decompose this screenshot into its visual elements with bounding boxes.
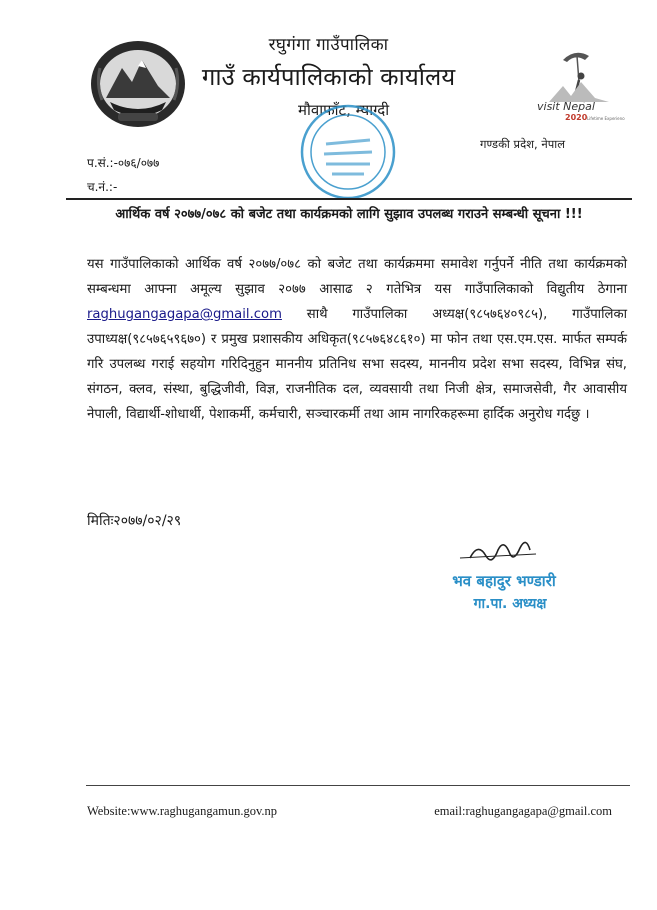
municipality-name: रघुगंगा गाउँपालिका xyxy=(268,35,389,55)
dispatch-number: च.नं.:- xyxy=(87,180,118,194)
signature-stamp-name: भव बहादुर भण्डारी xyxy=(452,572,556,590)
body-text-part1: यस गाउँपालिकाको आर्थिक वर्ष २०७७/०७८ को बजेट तथा कार्यक्रममा समावेश गर्नुपर्ने नीति तथा कार्यक्रमको सम्बन्धमा आफ्ना अमूल्य सुझाव २०७७ आसाढ २ गतेभित्र यस गाउँपालिकाको विद्युतीय ठेगाना xyxy=(87,257,627,297)
footer-website[interactable]: Website:www.raghugangamun.gov.np xyxy=(87,804,278,818)
visit-logo-tagline: Lifetime Experiences xyxy=(587,116,625,121)
office-address: मौवाफाँट, म्याग्दी xyxy=(298,101,390,119)
footer-divider xyxy=(86,785,630,786)
signature-stamp-title: गा.पा. अध्यक्ष xyxy=(473,596,547,612)
reference-number: प.सं.:-०७६/०७७ xyxy=(87,156,160,170)
notice-body xyxy=(87,252,627,427)
notice-subject: आर्थिक वर्ष २०७७/०७८ को बजेट तथा कार्यक्रमको लागि सुझाव उपलब्ध गराउने सम्बन्धी सूचना !!! xyxy=(115,207,583,222)
body-email-link[interactable]: raghugangagapa@gmail.com xyxy=(87,307,282,322)
footer-email[interactable]: email:raghugangagapa@gmail.com xyxy=(434,804,612,818)
province-text: गण्डकी प्रदेश, नेपाल xyxy=(480,137,566,151)
office-name: गाउँ कार्यपालिकाको कार्यालय xyxy=(201,63,456,91)
visit-logo-year: 2020 xyxy=(565,113,588,122)
office-stamp xyxy=(296,100,400,204)
visit-logo-brand: visit Nepal xyxy=(537,100,595,113)
header-divider xyxy=(66,198,632,200)
body-text-part2: साथै गाउँपालिका अध्यक्ष(९८५७६४०९८५), गाउँपालिका उपाध्यक्ष(९८५७६५९६७०) र प्रमुख प्रशासकीय अधिकृत(९८५७६४८६१०) मा फोन तथा एस.एम.एस. मार्फत सम्पर्क गरि उपलब्ध गराई सहयोग गरिदिनुहुन माननीय प्रतिनिध सभा सदस्य, माननीय प्रदेश सभा सदस्य, विभिन्न संघ, संगठन, क्लव, संस्था, बुद्धिजीवी, विज्ञ, राजनीतिक दल, व्यवसायी तथा निजी क्षेत्र, समाजसेवी, गैर आवासीय नेपाली, विद्यार्थी-शोधार्थी, पेशाकर्मी, कर्मचारी, सञ्चारकर्मी तथा आम नागरिकहरूमा हार्दिक अनुरोध गर्दछु । xyxy=(87,307,627,422)
visit-nepal-logo xyxy=(535,46,625,126)
notice-date: मितिः२०७७/०२/२९ xyxy=(87,513,182,529)
signature-block xyxy=(440,528,570,626)
